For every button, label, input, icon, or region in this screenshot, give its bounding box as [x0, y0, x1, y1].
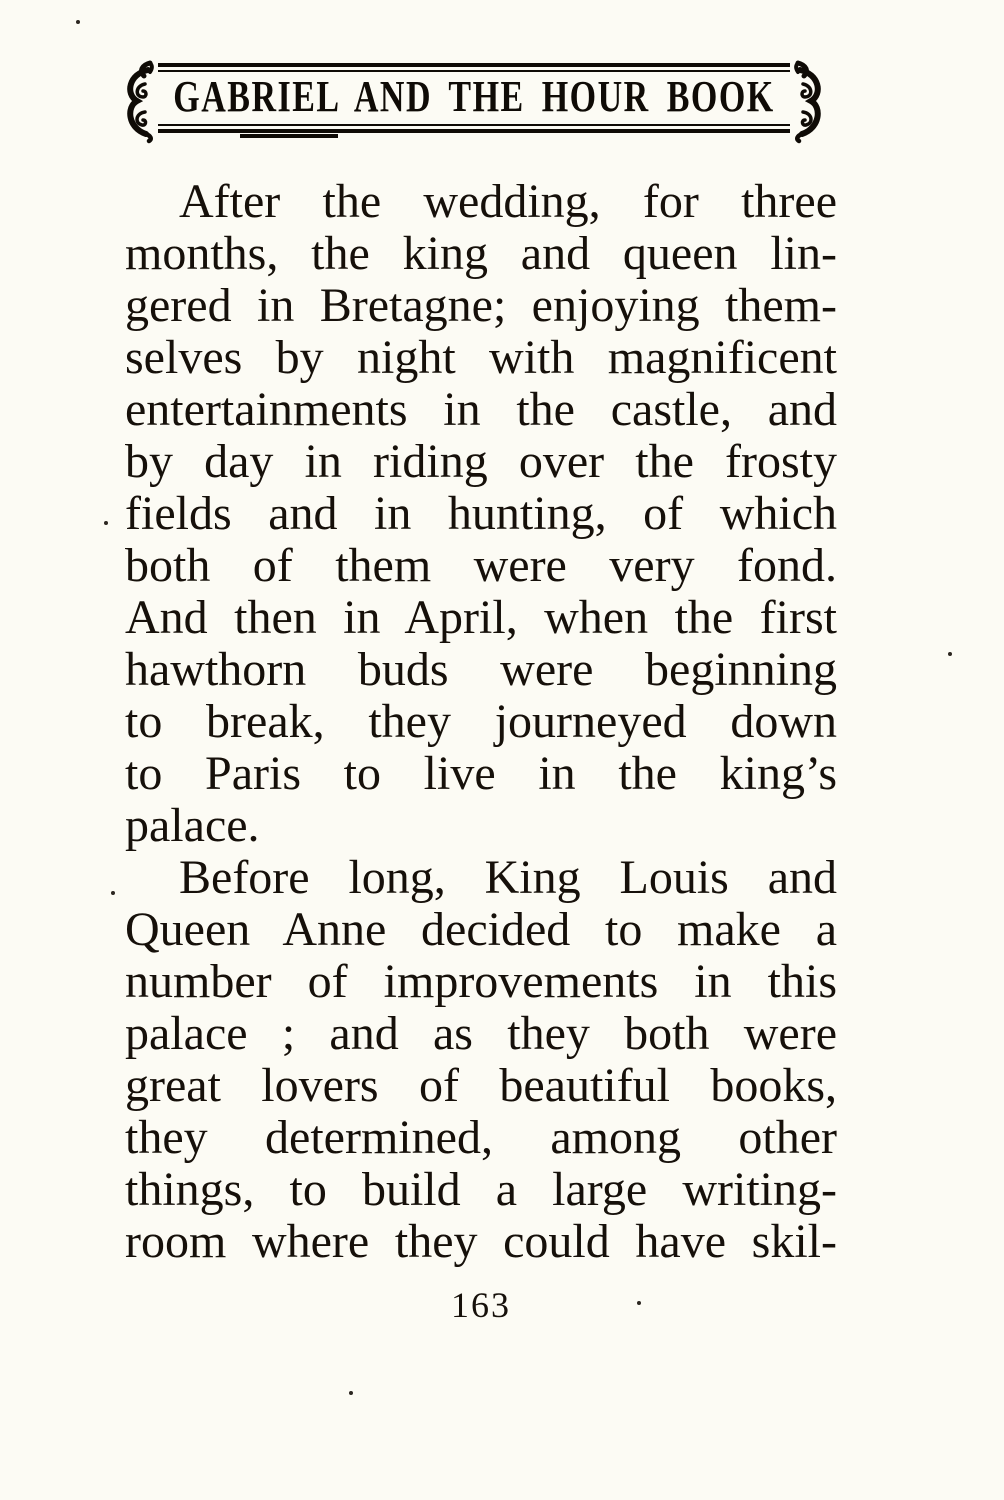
text-line: to break, they journeyed down	[125, 695, 837, 748]
header-band	[158, 63, 790, 133]
scan-speck	[104, 521, 108, 525]
text-line: fields and in hunting, of which	[125, 487, 837, 540]
text-line: to Paris to live in the king’s	[125, 747, 837, 800]
text-line: both of them were very fond.	[125, 539, 837, 592]
text-line: selves by night with magnificent	[125, 331, 837, 384]
page-number: 163	[451, 1285, 511, 1325]
text-line: room where they could have skil-	[125, 1215, 837, 1268]
text-line: number of improvements in this	[125, 955, 837, 1008]
right-fleuron-icon	[791, 60, 827, 144]
text-line: Queen Anne decided to make a	[125, 903, 837, 956]
text-line: entertainments in the castle, and	[125, 383, 837, 436]
rule-line	[158, 63, 790, 67]
text-line: gered in Bretagne; enjoying them-	[125, 279, 837, 332]
text-line: by day in riding over the frosty	[125, 435, 837, 488]
scan-speck	[948, 652, 952, 656]
text-line: After the wedding, for three	[179, 175, 837, 228]
rule-line	[158, 124, 790, 126]
text-line: they determined, among other	[125, 1111, 837, 1164]
running-header-title: GABRIEL AND THE HOUR BOOK	[173, 73, 775, 122]
scan-speck	[349, 1391, 353, 1395]
scan-speck	[76, 20, 80, 24]
text-line: great lovers of beautiful books,	[125, 1059, 837, 1112]
text-line: months, the king and queen lin-	[125, 227, 837, 280]
text-line: things, to build a large writing-	[125, 1163, 837, 1216]
text-line: palace ; and as they both were	[125, 1007, 837, 1060]
header-bottom-rules	[158, 124, 790, 133]
left-fleuron-icon	[121, 60, 157, 144]
page-text	[125, 176, 837, 1268]
scan-speck	[111, 891, 115, 895]
scan-speck	[637, 1301, 641, 1305]
running-header	[158, 72, 790, 124]
text-line: And then in April, when the first	[125, 591, 837, 644]
text-line: hawthorn buds were beginning	[125, 643, 837, 696]
header-top-rules	[158, 63, 790, 72]
text-line: palace.	[125, 799, 260, 852]
rule-line	[158, 129, 790, 133]
scan-artifact	[240, 134, 338, 138]
text-line: Before long, King Louis and	[179, 851, 837, 904]
